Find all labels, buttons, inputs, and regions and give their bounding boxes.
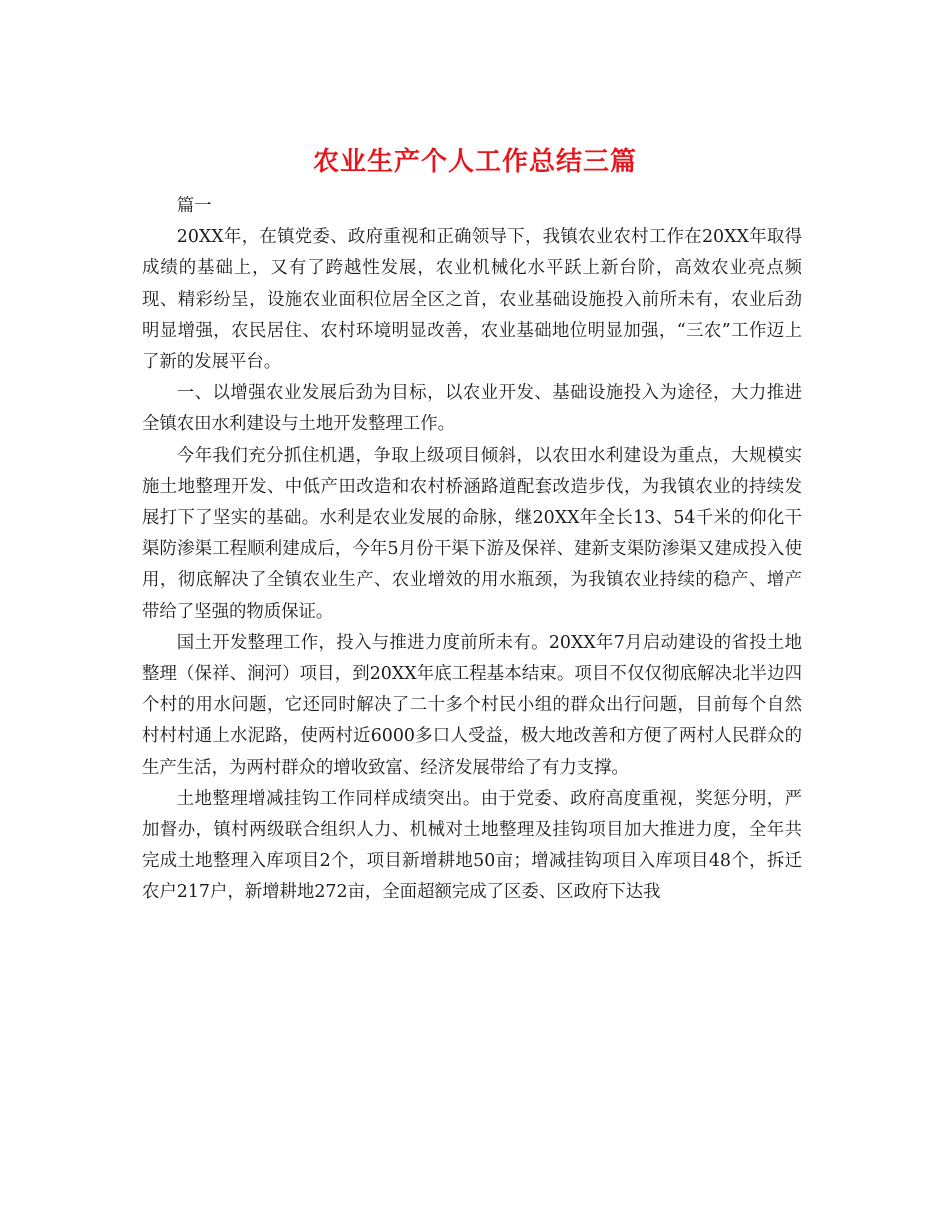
paragraph-land-development: 国土开发整理工作，投入与推进力度前所未有。20XX年7月启动建设的省投土地整理（保祥、涧河）项目，到20XX年底工程基本结束。项目不仅仅彻底解决北半边四个村的用水问题，它还同时解决了二十多个村民小组的群众出行问题，目前每个自然村村村通上水泥路，使两村近6000多口人受益，极大地改善和方便了两村人民群众的生产生活，为两村群众的增收致富、经济发展带给了有力支撑。 xyxy=(142,632,802,778)
paragraph-intro: 20XX年，在镇党委、政府重视和正确领导下，我镇农业农村工作在20XX年取得成绩的基础上，又有了跨越性发展，农业机械化水平跃上新台阶，高效农业亮点频现、精彩纷呈，设施农业面积位居全区之首，农业基础设施投入前所未有，农业后劲明显增强，农民居住、农村环境明显改善，农业基础地位明显加强，“三农”工作迈上了新的发展平台。 xyxy=(142,227,802,373)
document-title: 农业生产个人工作总结三篇 xyxy=(312,147,637,177)
paragraph-heading-one: 一、以增强农业发展后劲为目标，以农业开发、基础设施投入为途径，大力推进全镇农田水利建设与土地开发整理工作。 xyxy=(142,383,802,435)
document-body xyxy=(142,191,802,909)
paragraph-land-consolidation: 土地整理增减挂钩工作同样成绩突出。由于党委、政府高度重视，奖惩分明，严加督办，镇村两级联合组织人力、机械对土地整理及挂钩项目加大推进力度，全年共完成土地整理入库项目2个，项目新增耕地50亩；增减挂钩项目入库项目48个，拆迁农户217户，新增耕地272亩，全面超额完成了区委、区政府下达我 xyxy=(142,788,802,903)
paragraph-section-label: 篇一 xyxy=(176,196,212,216)
paragraph-irrigation: 今年我们充分抓住机遇，争取上级项目倾斜，以农田水利建设为重点，大规模实施土地整理开发、中低产田改造和农村桥涵路道配套改造步伐，为我镇农业的持续发展打下了坚实的基础。水利是农业发展的命脉，继20XX年全长13、54千米的仰化干渠防渗渠工程顺利建成后，今年5月份干渠下游及保祥、建新支渠防渗渠又建成投入使用，彻底解决了全镇农业生产、农业增效的用水瓶颈，为我镇农业持续的稳产、增产带给了坚强的物质保证。 xyxy=(142,445,802,622)
